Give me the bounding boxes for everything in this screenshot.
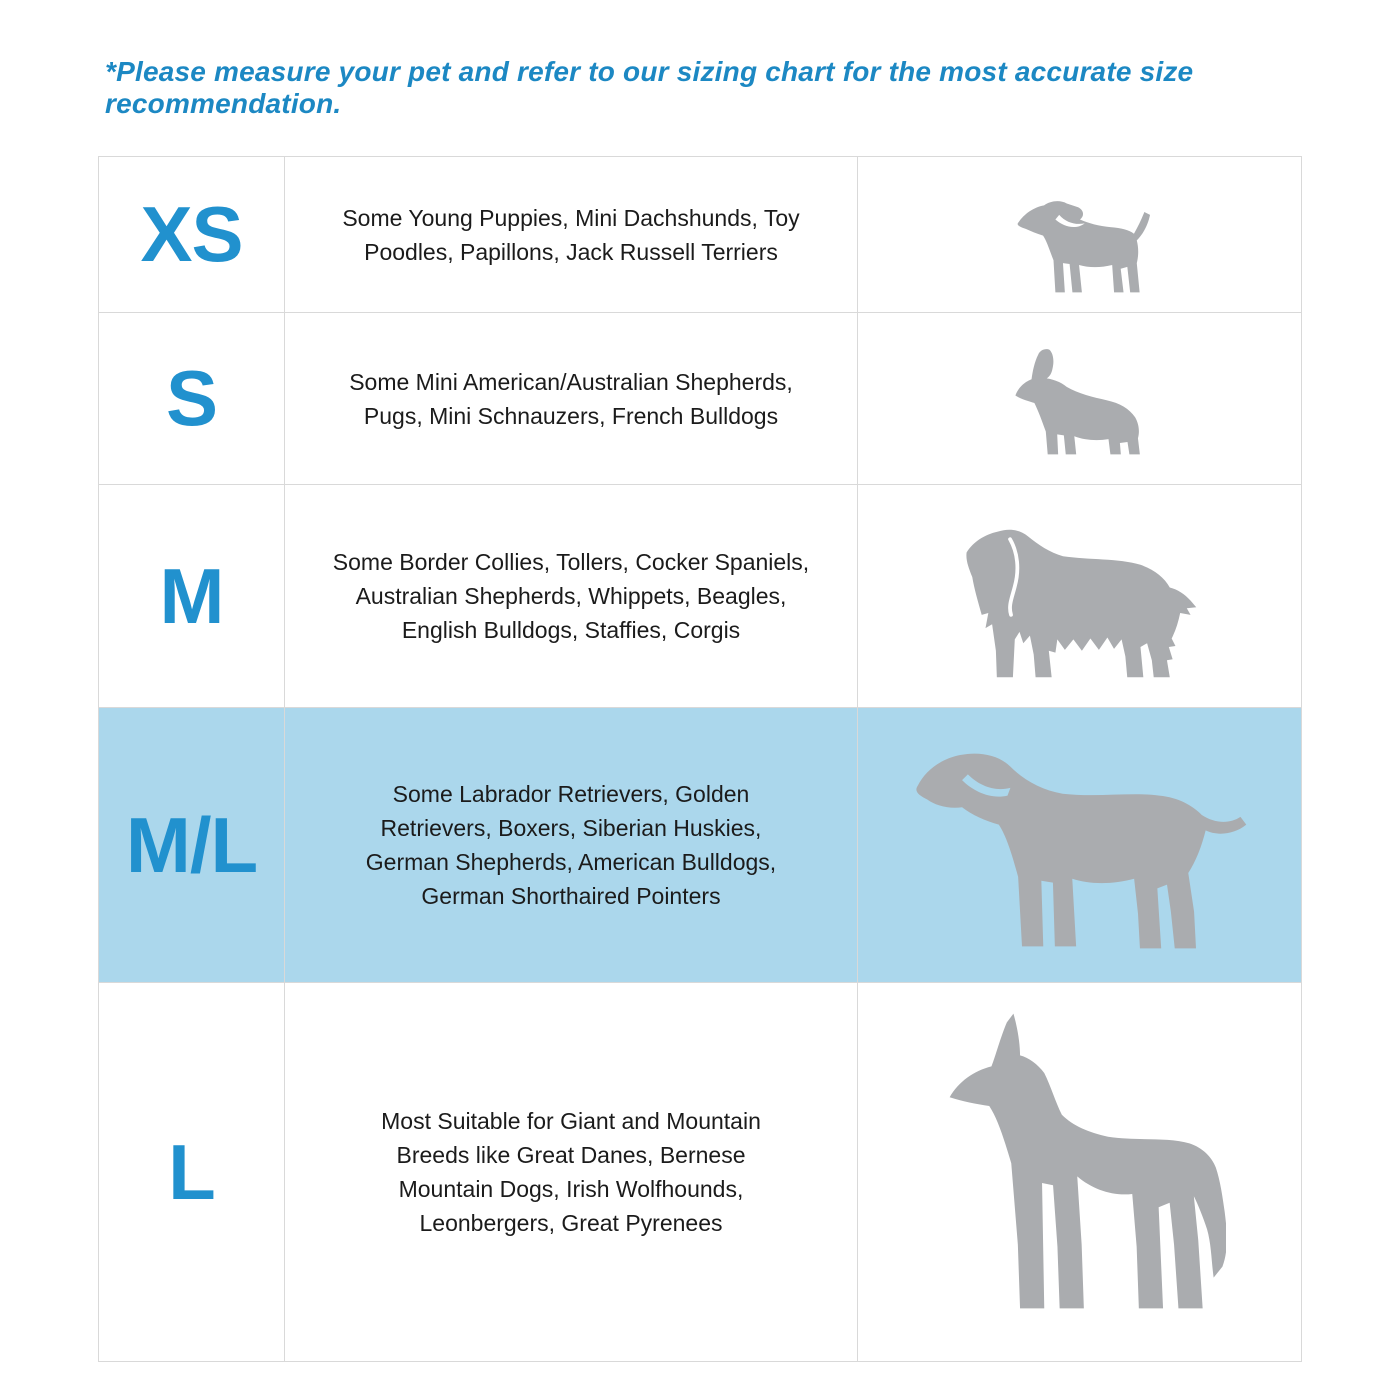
sizing-table — [98, 156, 1302, 1362]
size-row-s — [99, 313, 1301, 485]
size-illustration-xs — [858, 157, 1301, 312]
size-description-text: Some Young Puppies, Mini Dachshunds, Toy Poodles, Papillons, Jack Russell Terriers — [342, 204, 800, 265]
size-illustration-m — [858, 485, 1301, 707]
size-illustration-ml — [858, 708, 1301, 982]
size-illustration-s — [858, 313, 1301, 484]
size-description-xs — [285, 157, 858, 312]
french-bulldog-silhouette-icon — [1004, 346, 1156, 462]
sizing-note: *Please measure your pet and refer to our sizing chart for the most accurate size recommendation. — [105, 56, 1194, 119]
size-row-xs — [99, 157, 1301, 313]
size-description-text: Some Labrador Retrievers, Golden Retrievers, Boxers, Siberian Huskies, German Shepherds, American Bulldogs, German Shorthaired Pointers — [365, 781, 777, 909]
size-row-ml — [99, 708, 1301, 983]
size-label-l: L — [99, 983, 285, 1361]
size-label-xs: XS — [99, 157, 285, 312]
puppy-silhouette-icon — [1009, 194, 1151, 300]
size-description-l — [285, 983, 858, 1361]
cocker-spaniel-silhouette-icon — [957, 509, 1203, 681]
size-illustration-l — [858, 983, 1301, 1361]
size-description-text: Some Mini American/Australian Shepherds, Pugs, Mini Schnauzers, French Bulldogs — [349, 368, 793, 429]
size-row-m — [99, 485, 1301, 708]
size-description-s — [285, 313, 858, 484]
size-description-ml — [285, 708, 858, 982]
size-label-ml: M/L — [99, 708, 285, 982]
size-row-l — [99, 983, 1301, 1361]
size-label-m: M — [99, 485, 285, 707]
size-description-m — [285, 485, 858, 707]
great-dane-silhouette-icon — [934, 1007, 1226, 1337]
labrador-silhouette-icon — [906, 726, 1254, 960]
size-description-text: Most Suitable for Giant and Mountain Breeds like Great Danes, Bernese Mountain Dogs, Irish Wolfhounds, Leonbergers, Great Pyrenees — [381, 1108, 761, 1236]
size-label-s: S — [99, 313, 285, 484]
size-description-text: Some Border Collies, Tollers, Cocker Spaniels, Australian Shepherds, Whippets, Beagles, English Bulldogs, Staffies, Corgis — [332, 549, 810, 643]
